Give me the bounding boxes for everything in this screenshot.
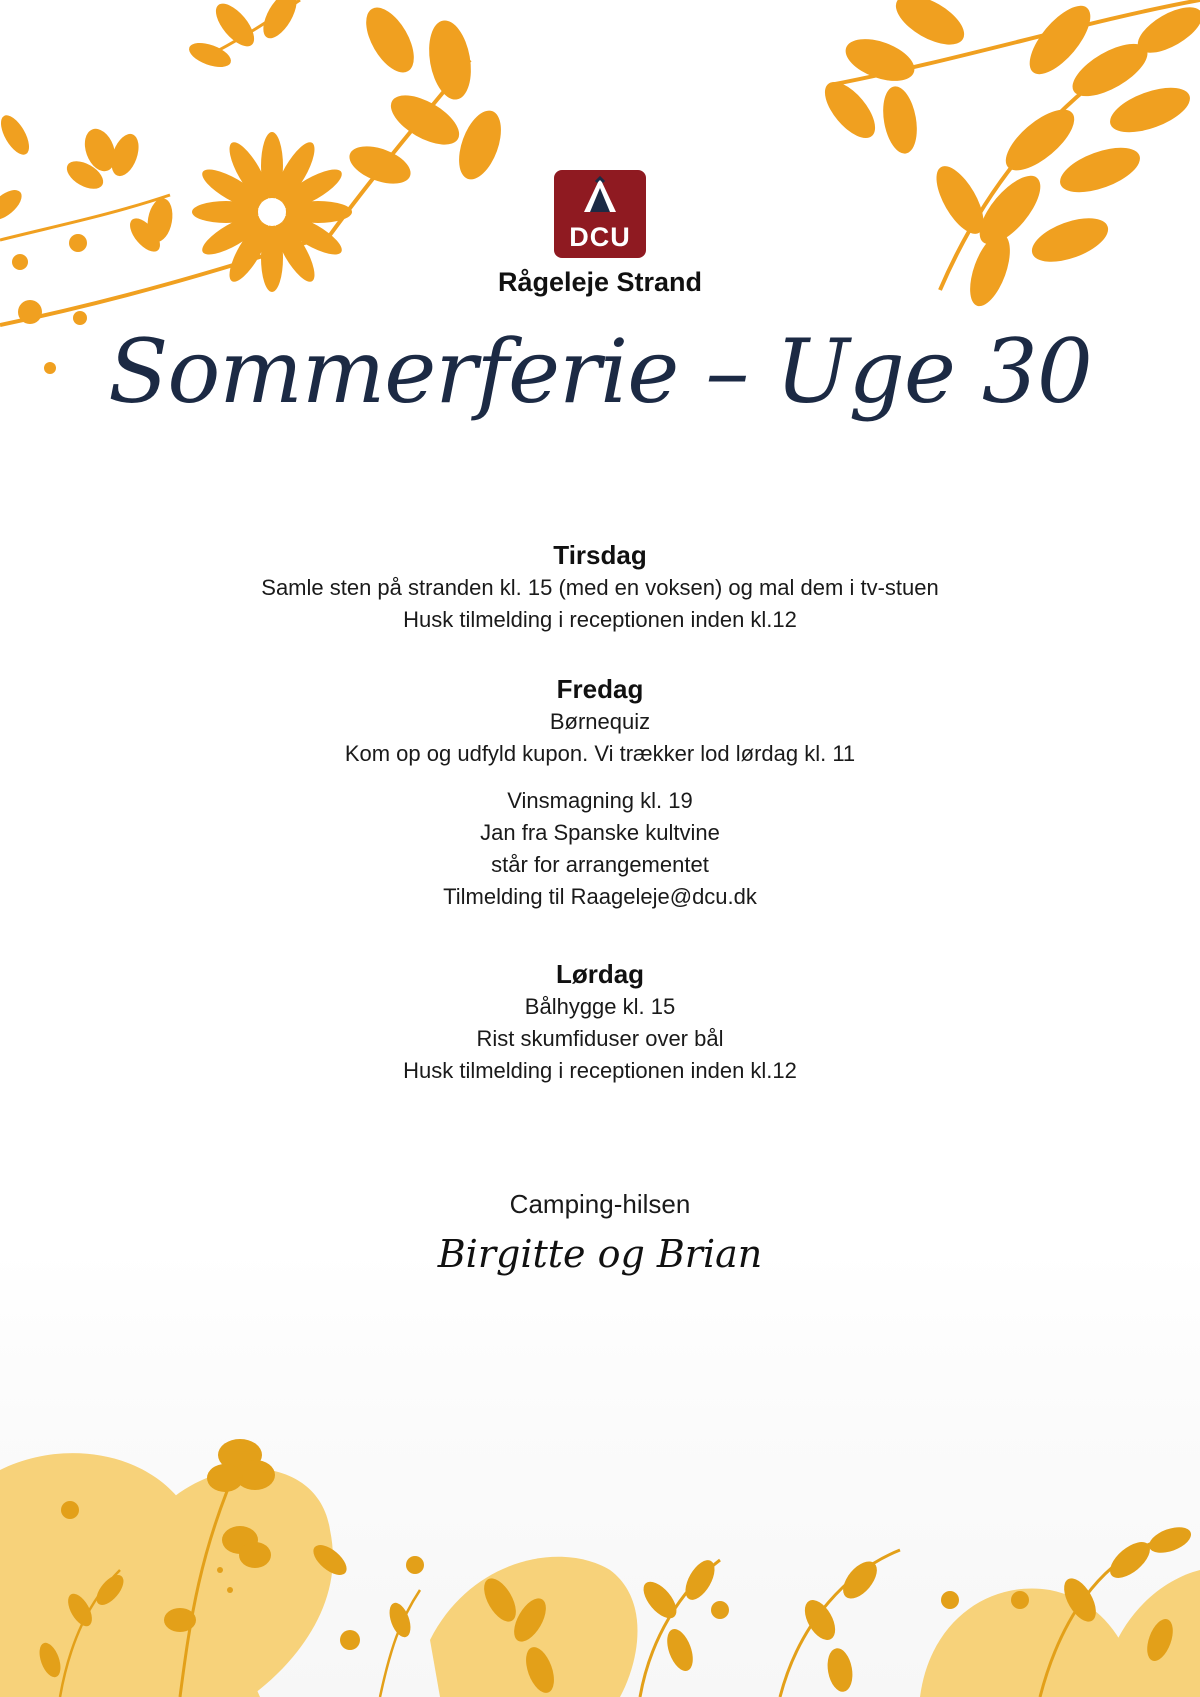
- event-line: Vinsmagning kl. 19: [507, 788, 693, 813]
- event-line: Tilmelding til Raageleje@dcu.dk: [443, 884, 757, 909]
- event-line: Rist skumfiduser over bål: [476, 1026, 724, 1051]
- event-line: Jan fra Spanske kultvine: [480, 820, 720, 845]
- day-heading-lordag: Lørdag: [555, 959, 645, 989]
- dcu-logo-badge: [554, 170, 646, 258]
- greeting: Camping-hilsen: [509, 1189, 691, 1219]
- event-line: Husk tilmelding i receptionen inden kl.12: [403, 607, 797, 632]
- site-name: Rågeleje Strand: [497, 267, 703, 297]
- signature: Birgitte og Brian: [437, 1232, 763, 1276]
- event-line: Kom op og udfyld kupon. Vi trækker lod lørdag kl. 11: [344, 741, 856, 766]
- event-line: Bålhygge kl. 15: [524, 994, 676, 1019]
- day-heading-fredag: Fredag: [556, 674, 644, 704]
- page-title: Sommerferie – Uge 30: [108, 320, 1092, 423]
- logo-badge-text: DCU: [569, 222, 631, 252]
- event-line: Børnequiz: [549, 709, 651, 734]
- logo: [0, 170, 1200, 298]
- event-line: står for arrangementet: [491, 852, 709, 877]
- schedule: [0, 538, 1200, 1087]
- event-line: Samle sten på stranden kl. 15 (med en voksen) og mal dem i tv-stuen: [261, 575, 939, 600]
- event-line: Husk tilmelding i receptionen inden kl.12: [403, 1058, 797, 1083]
- day-heading-tirsdag: Tirsdag: [553, 540, 647, 570]
